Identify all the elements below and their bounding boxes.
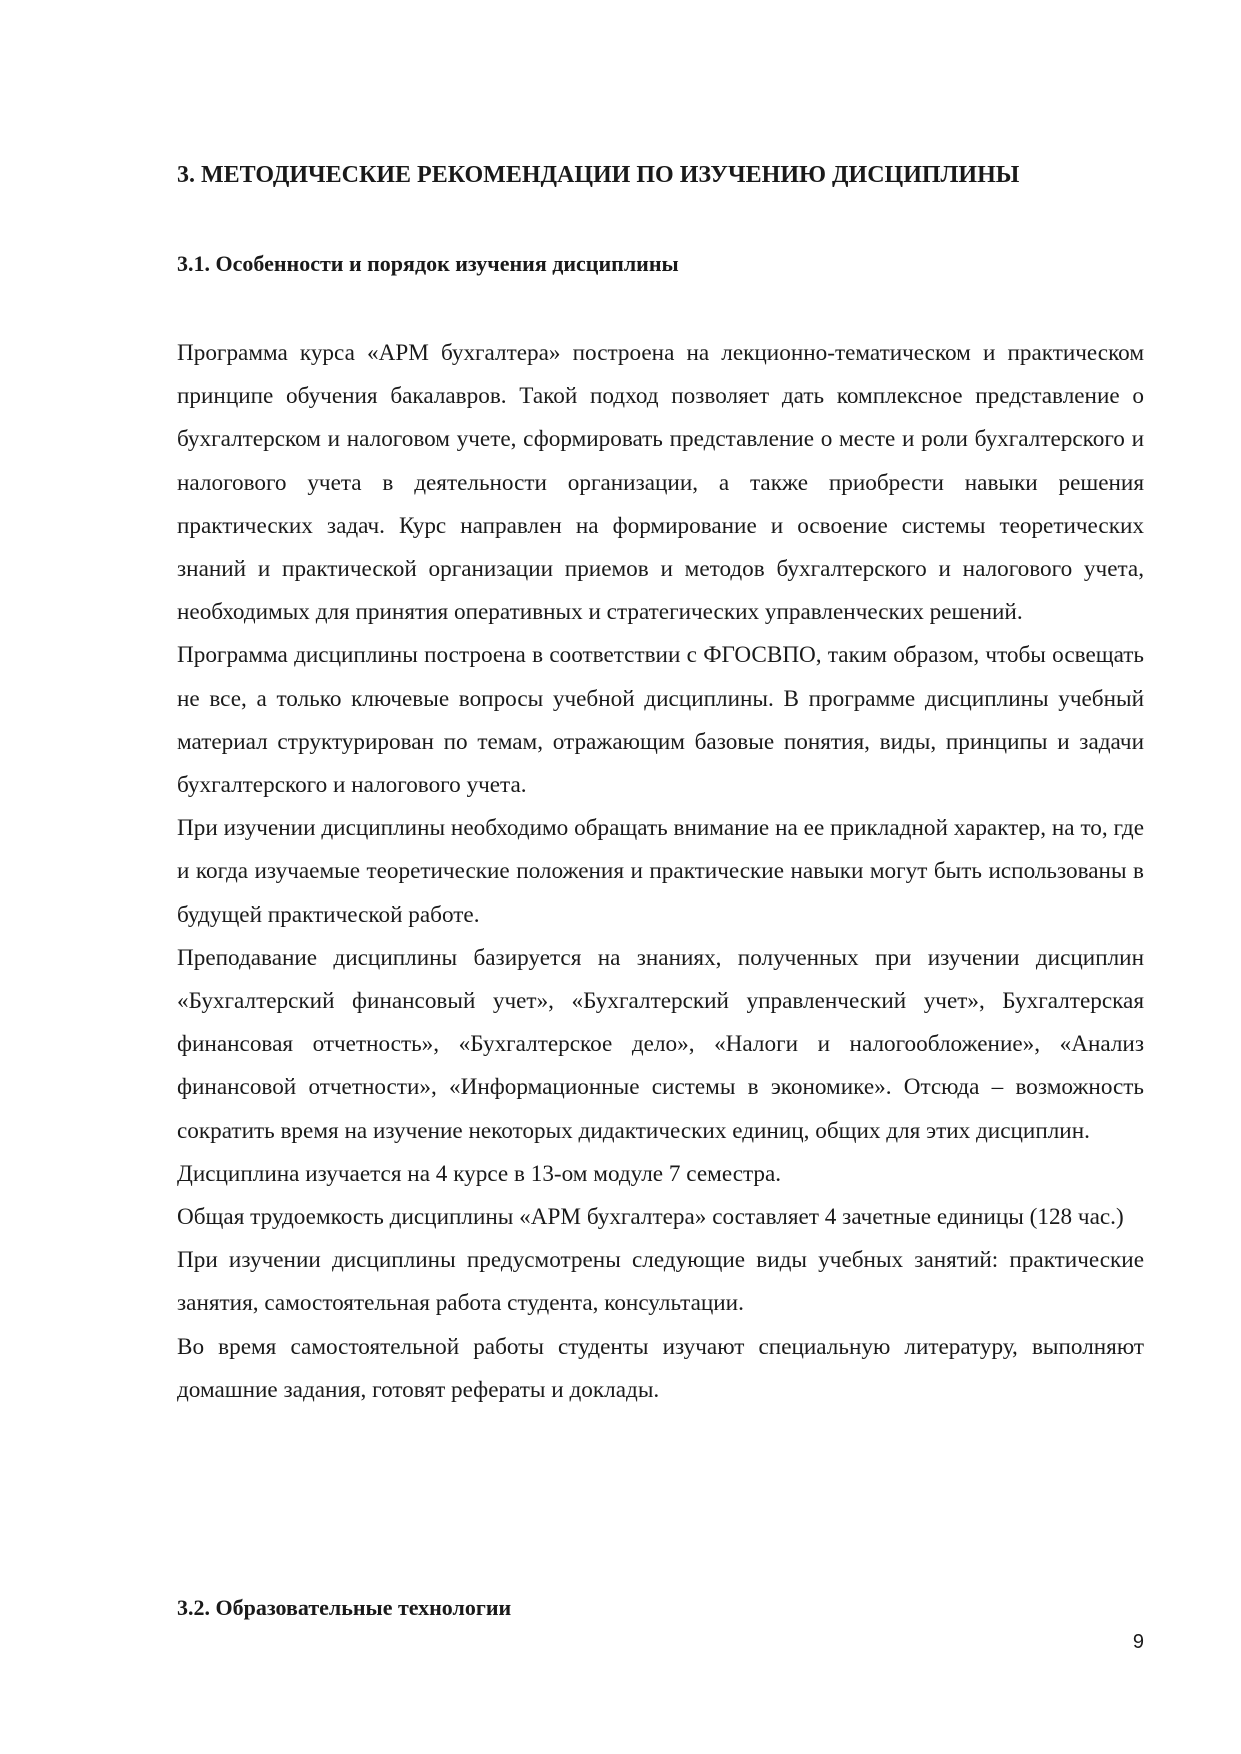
subsection-title-technologies: 3.2. Образовательные технологии (177, 1595, 512, 1620)
paragraph-self-study: Во время самостоятельной работы студенты изучают специальную литературу, выполняют домашние задания, готовят рефераты и доклады. (177, 1333, 1144, 1403)
paragraph-class-types: При изучении дисциплины предусмотрены следующие виды учебных занятий: практические занятия, самостоятельная работа студента, консультации. (177, 1247, 1144, 1317)
body-text (177, 332, 1144, 1412)
paragraph-prerequisites: Преподавание дисциплины базируется на знаниях, полученных при изучении дисциплин «Бухгалтерский финансовый учет», «Бухгалтерский управленческий учет», Бухгалтерская финансовая отчетность», «Бухгалтерское дело», «Налоги и налогообложение», «Анализ финансовой отчетности», «Информационные системы в экономике». Отсюда – возможность сократить время на изучение некоторых дидактических единиц, общих для этих дисциплин. (177, 944, 1144, 1144)
paragraph-study-period: Дисциплина изучается на 4 курсе в 13-ом модуле 7 семестра. (177, 1160, 782, 1187)
paragraph-applied-character: При изучении дисциплины необходимо обращать внимание на ее прикладной характер, на то, где и когда изучаемые теоретические положения и практические навыки могут быть использованы в будущей практической работе. (177, 815, 1144, 928)
subsection-title-features: 3.1. Особенности и порядок изучения дисциплины (177, 251, 679, 276)
paragraph-program-structure: Программа дисциплины построена в соответствии с ФГОСВПО, таким образом, чтобы освещать не все, а только ключевые вопросы учебной дисциплины. В программе дисциплины учебный материал структурирован по темам, отражающим базовые понятия, виды, принципы и задачи бухгалтерского и налогового учета. (177, 642, 1144, 799)
paragraph-course-program: Программа курса «АРМ бухгалтера» построена на лекционно-тематическом и практическом принципе обучения бакалавров. Такой подход позволяет дать комплексное представление о бухгалтерском и налоговом учете, сформировать представление о месте и роли бухгалтерского и налогового учета в деятельности организации, а также приобрести навыки решения практических задач. Курс направлен на формирование и освоение системы теоретических знаний и практической организации приемов и методов бухгалтерского и налогового учета, необходимых для принятия оперативных и стратегических управленческих решений. (177, 340, 1144, 626)
document-page (177, 0, 1144, 1754)
section-title: 3. МЕТОДИЧЕСКИЕ РЕКОМЕНДАЦИИ ПО ИЗУЧЕНИЮ ДИСЦИПЛИНЫ (177, 162, 1020, 188)
paragraph-workload: Общая трудоемкость дисциплины «АРМ бухгалтера» составляет 4 зачетные единицы (128 час.) (177, 1204, 1124, 1231)
page-number: 9 (1132, 1631, 1144, 1653)
